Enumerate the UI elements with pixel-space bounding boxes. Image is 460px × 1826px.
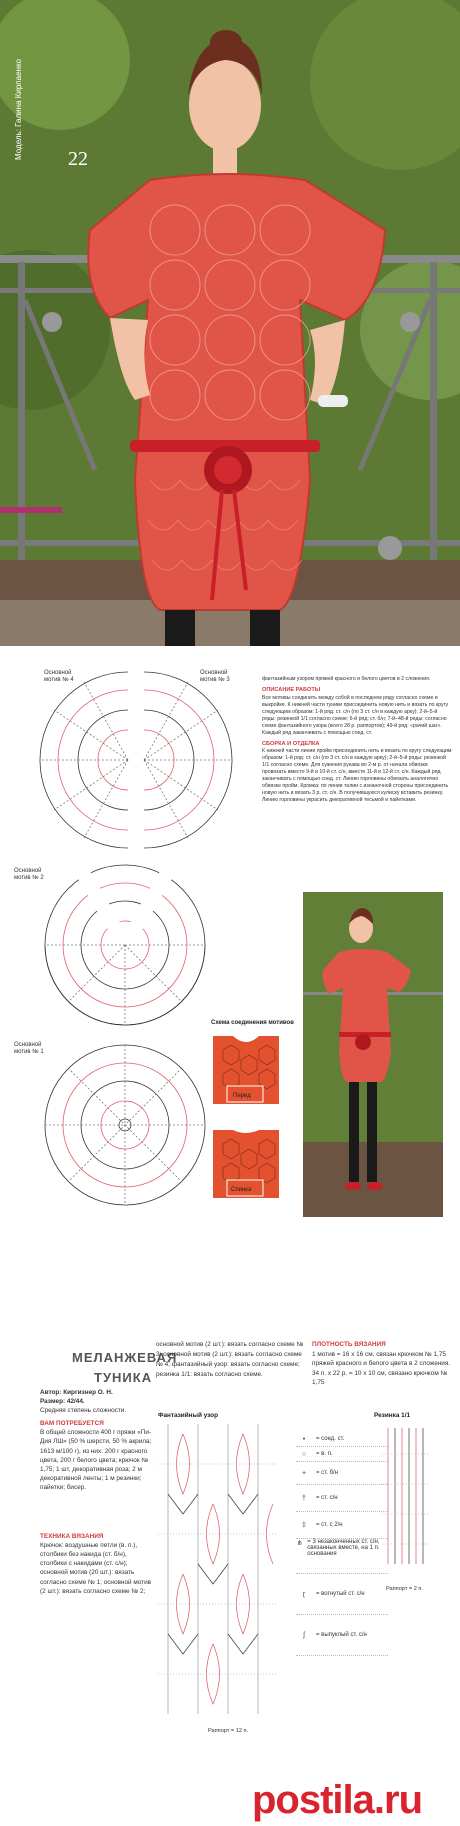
legend-symbol: +	[301, 1469, 307, 1477]
assembly-scheme	[211, 1030, 281, 1220]
legend-text: = ст. с 2/н	[316, 1522, 343, 1528]
author: Автор: Киргизнер О. Н.	[40, 1389, 113, 1396]
motif4-diagram	[14, 670, 134, 850]
legend-symbol: ɽ	[302, 1590, 306, 1598]
photo-credit: Модель: Галина Кирпаенко	[14, 59, 23, 160]
needed-heading: ВАМ ПОТРЕБУЕТСЯ	[40, 1420, 104, 1428]
work-description	[262, 676, 452, 804]
rib-pattern-chart	[378, 1424, 434, 1584]
legend-symbol: ○	[301, 1450, 307, 1458]
size: Размер: 42/44.	[40, 1398, 85, 1406]
description-text: Все мотивы соединить между собой в последнем ряду согласно схеме и выкройке. К нижней части туники присоединить новую нить и вязать по кругу следующим образом: 1-й ряд: ст. с/н (по 3 ст. с/н в каждую арку); 2-й–5-й ряды: резинкой 1/1 согласно схеме; 6-й ряд: ст. б/н; 7-й–48-й ряды: согласно схеме фантазийного узора (всего 28 р. раппортов); 49-й ряд: «рачий шаг». Каждый ряд заканчивать с помощью соед. ст.	[262, 694, 449, 736]
legend-symbol: ‡	[302, 1521, 306, 1529]
scheme-title: Схема соединения мотивов	[211, 1020, 294, 1026]
assembly-text: К нижней части линии пройм присоединить нить и вязать по кругу следующим образом: 1-й ряд: ст. с/н (по 3 ст. с/н в каждую арку); 2-й–5-й ряды: резинкой 1/1 согласно схеме. Для сужения рукава во 2-м р. от начала обвязки провязать вместе 9-й и 10-й ст. с/н, вместе 11-й и 12-й ст. с/н. Каждый ряд заканчивать с помощью соед. ст. Линию горловины обвязать аналогично обвязке пройм. Кромка: по линии талии с изнаночной стороны присоединить новую нить и вязать 3 р. ст. с/н. В получившуюся кулиску вставить резинку. Линию горловины украсить декоративной тесьмой и пайетками.	[262, 748, 452, 804]
main-photo	[0, 0, 460, 646]
assembly-heading: СБОРКА И ОТДЕЛКА	[262, 740, 320, 747]
density-block	[312, 1340, 452, 1388]
legend-symbol: •	[302, 1435, 306, 1443]
motif4-label: Основной мотив № 4	[44, 670, 74, 683]
density-heading: ПЛОТНОСТЬ ВЯЗАНИЯ	[312, 1341, 386, 1348]
legend-row	[296, 1615, 388, 1656]
page-number: 22	[68, 148, 88, 170]
materials-column	[40, 1388, 152, 1596]
motif3-diagram	[140, 670, 260, 850]
legend-text: = соед. ст.	[316, 1436, 345, 1442]
front-label: Перед	[233, 1093, 251, 1099]
rib-pattern-label: Резинка 1/1	[374, 1412, 411, 1419]
accent-band	[0, 507, 62, 513]
rapport-2: Раппорт = 2 п.	[386, 1586, 423, 1592]
motif3-label: Основной мотив № 3	[200, 670, 230, 683]
secondary-photo-art	[303, 892, 443, 1217]
legend-row	[296, 1512, 388, 1539]
technique-heading: ТЕХНИКА ВЯЗАНИЯ	[40, 1533, 104, 1541]
site-watermark	[252, 1778, 422, 1823]
intro-text: фантазийным узором пряжей красного и белого цветов в 2 сложения.	[262, 676, 431, 682]
needed-text: В общей сложности 400 г пряжи «Пи-Дия ЛШ» (50 % шерсти, 50 % акрила; 1613 м/100 г), из них: 200 г красного цвета, 200 г белого цвета; крючок № 1,75; 1 шт. декоративная роза; 2 м декоративной ленты; 1 м резинки; пайетки; бисер.	[40, 1429, 152, 1491]
legend-row	[296, 1485, 388, 1512]
motif1-label: Основной мотив № 1	[14, 1042, 44, 1055]
fancy-pattern-chart	[158, 1424, 286, 1724]
legend-text: = 3 незаконченных ст. с/н, связанных вместе, на 1 п. основания	[307, 1539, 380, 1557]
back-label: Спинка	[231, 1187, 252, 1193]
legend-row	[296, 1574, 388, 1615]
motif2-label: Основной мотив № 2	[14, 868, 44, 881]
description-heading: ОПИСАНИЕ РАБОТЫ	[262, 687, 321, 694]
title-line1: МЕЛАНЖЕВАЯ	[72, 1350, 178, 1365]
rapport-12: Раппорт = 12 п.	[208, 1728, 249, 1734]
legend-text: = выпуклый ст. с/н	[316, 1632, 367, 1638]
motif1-diagram	[40, 1040, 210, 1210]
legend-text: = ст. б/н	[316, 1470, 339, 1476]
motif2-diagram	[40, 860, 210, 1030]
legend-row	[296, 1539, 388, 1574]
difficulty: Средняя степень сложности.	[40, 1407, 127, 1415]
legend-symbol: †	[302, 1494, 306, 1502]
title-line2: ТУНИКА	[94, 1370, 153, 1386]
density-text: 1 мотив = 16 х 16 см, связан крючком № 1,75 пряжей красного и белого цвета в 2 сложения. 34 п. х 22 р. = 10 х 10 см, связано крючком № 1,75	[312, 1350, 451, 1387]
photo-background	[0, 0, 460, 646]
watermark-text: postila.ru	[252, 1778, 423, 1822]
fancy-pattern-label: Фантазийный узор	[158, 1412, 218, 1419]
legend-text: = вогнутый ст. с/н	[316, 1591, 365, 1597]
legend-row	[296, 1462, 388, 1485]
secondary-photo	[303, 892, 443, 1217]
legend-symbol: ʃ	[303, 1631, 305, 1639]
legend-row	[296, 1432, 388, 1447]
legend-text: = ст. с/н	[316, 1495, 338, 1501]
motif-list: основной мотив (2 шт.): вязать согласно схеме № 3; основной мотив (2 шт.): вязать согласно схеме № 4; фантазийный узор: вязать согласно схеме; резинка 1/1: вязать согласно схеме.	[156, 1341, 304, 1378]
legend-row	[296, 1447, 388, 1462]
technique-text: Крючок: воздушные петли (в. п.), столбики без накида (ст. б/н), столбики с накидами (ст. с/н); основной мотив (20 шт.): вязать согласно схеме № 1; основной мотив (2 шт.): вязать согласно схеме № 2;	[40, 1542, 152, 1595]
legend-text: = в. п.	[316, 1451, 333, 1457]
symbol-legend	[296, 1432, 388, 1656]
legend-symbol: ⋔	[296, 1540, 303, 1547]
